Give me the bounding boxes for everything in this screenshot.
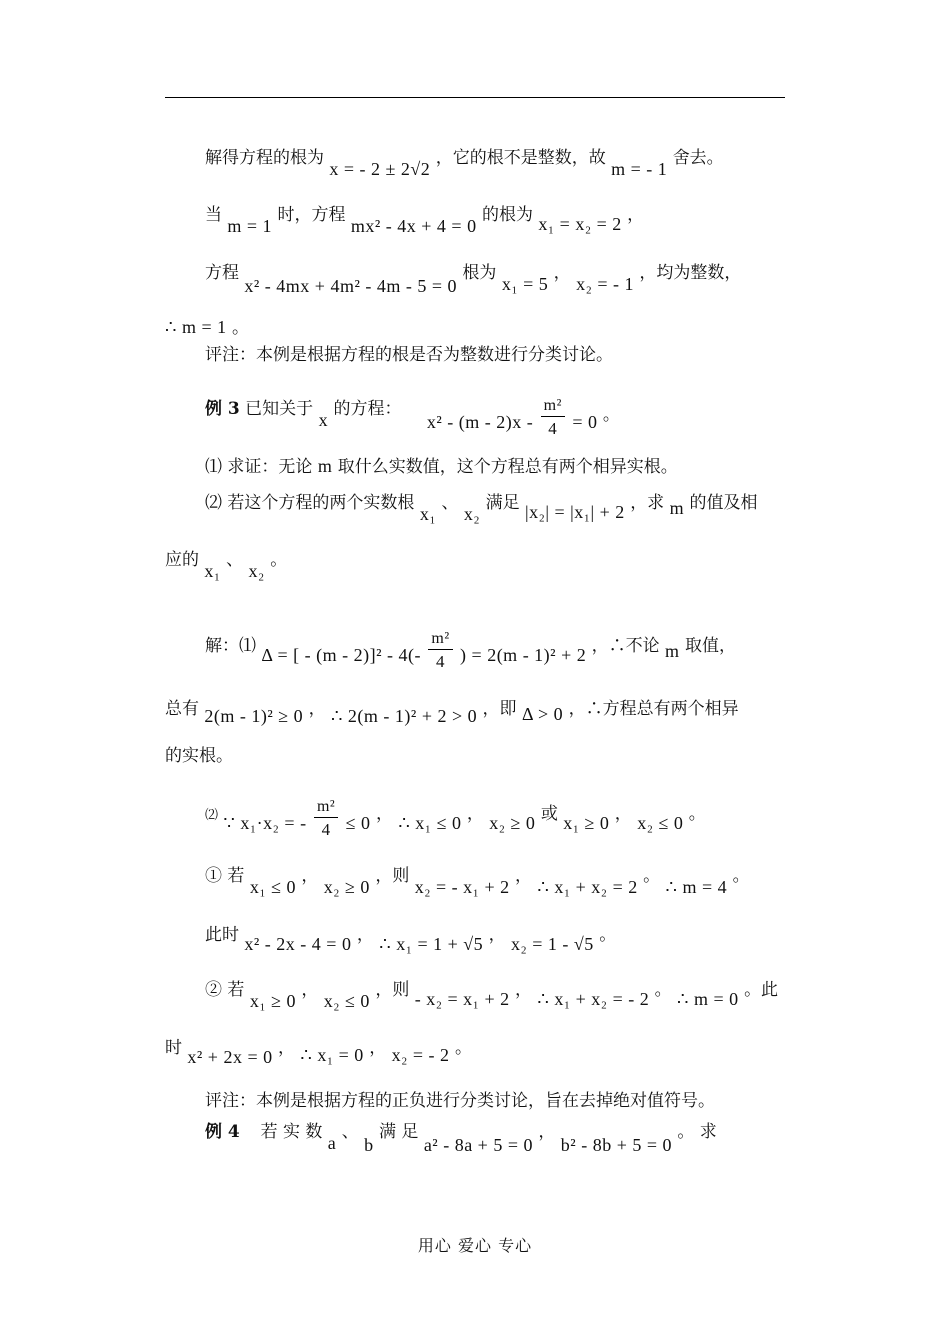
header-rule (165, 97, 785, 98)
variable: m (665, 641, 680, 661)
text: 。 (602, 405, 620, 425)
fraction (314, 799, 338, 838)
variable: a (327, 1133, 337, 1153)
equation: x₁ ≥ 0 (249, 991, 296, 1011)
equation: x² + 2x = 0 (187, 1047, 273, 1067)
variable: x₁ (419, 504, 437, 524)
equation: mx² - 4x + 4 = 0 (350, 216, 477, 236)
text: 。 (270, 550, 288, 570)
text: ，即 (482, 699, 517, 719)
variable: x (318, 410, 329, 430)
text: ， (488, 925, 506, 945)
text: 应的 (165, 550, 199, 570)
text: ， (301, 980, 319, 1000)
fraction (541, 398, 565, 437)
equation: x² - (m - 2)x - (426, 412, 534, 432)
fraction-denominator: 4 (321, 820, 331, 839)
equation: x₁ = 5 (501, 274, 549, 294)
question-1-line (205, 457, 678, 476)
equation: x₁ ≥ 0 (563, 813, 610, 833)
fraction-numerator: m² (314, 799, 338, 818)
text: ， (627, 205, 645, 225)
equation: x = - 2 ± 2√2 (329, 159, 431, 179)
text: ， (375, 804, 393, 824)
text: ， (553, 263, 571, 283)
text: ，∴不论 (591, 636, 660, 656)
equation: x₂ ≥ 0 (323, 877, 370, 897)
variable: b (364, 1135, 374, 1155)
equation: Δ = [ - (m - 2)]² - 4(- (261, 645, 421, 665)
text: 满 足 (379, 1122, 419, 1142)
equation: x₂ = - x₁ + 2 (414, 877, 510, 897)
case-1-result (205, 925, 617, 954)
variable: x₂ (463, 504, 481, 524)
text: ，均为整数， (639, 263, 742, 283)
text: ，∴方程总有两个相异 (568, 699, 739, 719)
text: ， (538, 1122, 556, 1142)
example-4-line (205, 1122, 717, 1155)
text: ，求 (630, 493, 665, 513)
text: 。 (688, 804, 706, 824)
example-3-line (205, 390, 620, 438)
text: 时 (165, 1038, 182, 1058)
question-2-continued (165, 550, 288, 581)
text: ， (301, 866, 319, 886)
solution-part-1-end (165, 748, 233, 765)
text: ⑴ 求证：无论 (205, 457, 313, 477)
equation: |x₂| = |x₁| + 2 (525, 502, 625, 522)
text: ， (466, 804, 484, 824)
text: 。 (643, 866, 661, 886)
equation: = 0 (572, 412, 598, 432)
equation: x₂ = - 1 (576, 274, 634, 294)
text: 的方程： (333, 399, 402, 419)
equation: ∴ m = 4 (665, 877, 728, 897)
text: 。 (599, 925, 617, 945)
text: 、 (441, 493, 459, 513)
solution-line-4 (165, 318, 249, 337)
equation: x₂ ≤ 0 (637, 813, 684, 833)
equation: x₂ = - 2 (391, 1045, 450, 1065)
case-2-line (205, 980, 779, 1011)
solution-part-2 (205, 795, 706, 839)
variable: x₂ (248, 561, 265, 581)
equation: ∴ x₁ = 0 (300, 1045, 364, 1065)
equation: ∵ x₁·x₂ = - (223, 813, 307, 833)
fraction-numerator: m² (541, 398, 565, 417)
equation: ∴ m = 0 (677, 989, 739, 1009)
text: 、 (341, 1122, 359, 1142)
text: 总有 (165, 699, 199, 719)
case-2-result (165, 1038, 472, 1067)
text: 。 (232, 318, 250, 338)
text: 的实根。 (165, 746, 233, 766)
text: ⑵ 若这个方程的两个实数根 (205, 493, 415, 513)
text: ， (614, 804, 632, 824)
text: 。 求 (677, 1122, 717, 1142)
text: ，则 (375, 980, 410, 1000)
text: 解：⑴ (205, 636, 256, 656)
equation: ∴ x₁ + x₂ = - 2 (537, 989, 650, 1009)
fraction-numerator: m² (428, 631, 452, 650)
text: 。 (654, 980, 672, 1000)
text: 此时 (205, 925, 239, 945)
text: 的值及相 (689, 493, 758, 513)
text: 评注：本例是根据方程的正负进行分类讨论，旨在去掉绝对值符号。 (205, 1091, 715, 1111)
page-footer: 用心 爱心 专心 (417, 1236, 533, 1255)
fraction (428, 631, 452, 670)
equation: m = - 1 (611, 159, 668, 179)
equation: b² - 8b + 5 = 0 (560, 1135, 672, 1155)
text: ， (278, 1038, 296, 1058)
text: 。此 (744, 980, 779, 1000)
equation: ∴ x₁ + x₂ = 2 (537, 877, 638, 897)
text: 取值， (684, 636, 736, 656)
equation: ∴ x₁ = 1 + √5 (379, 934, 484, 954)
text: 或 (540, 804, 558, 824)
equation: m = 1 (227, 216, 273, 236)
equation: - x₂ = x₁ + 2 (414, 989, 510, 1009)
text: 若 实 数 (260, 1122, 323, 1142)
equation: x² - 2x - 4 = 0 (244, 934, 352, 954)
text: 解得方程的根为 (205, 148, 324, 168)
text: ，则 (375, 866, 410, 886)
equation: a² - 8a + 5 = 0 (423, 1135, 533, 1155)
equation: x₂ ≤ 0 (323, 991, 370, 1011)
equation: ≤ 0 (345, 813, 371, 833)
text: ， (515, 866, 533, 886)
text: ， (308, 699, 326, 719)
solution-line-2 (205, 205, 645, 236)
text: 已知关于 (245, 399, 314, 419)
equation: x² - 4mx + 4m² - 4m - 5 = 0 (244, 276, 457, 296)
variable: m (669, 498, 685, 518)
text: 、 (226, 550, 244, 570)
text: 根为 (462, 263, 497, 283)
example-label: 例 3 (205, 399, 240, 419)
text: ① 若 (205, 866, 245, 886)
example-label: 例 4 (205, 1122, 240, 1142)
equation: x₂ ≥ 0 (489, 813, 536, 833)
equation: x₁ ≤ 0 (249, 877, 296, 897)
text: ，它的根不是整数，故 (435, 148, 606, 168)
equation: ∴ x₁ ≤ 0 (398, 813, 462, 833)
equation: ) = 2(m - 1)² + 2 (460, 645, 587, 665)
equation: Δ > 0 (521, 704, 564, 724)
fraction-denominator: 4 (548, 419, 558, 438)
equation: ∴ m = 1 (165, 317, 227, 337)
text: 当 (205, 205, 222, 225)
text: ， (515, 980, 533, 1000)
equation: ∴ 2(m - 1)² + 2 > 0 (330, 706, 478, 726)
variable: x₁ (204, 561, 221, 581)
solution-part-1 (205, 627, 736, 671)
text: 满足 (485, 493, 520, 513)
text: ⑵ (205, 808, 219, 823)
equation: x₂ = 1 - √5 (511, 934, 594, 954)
fraction-denominator: 4 (436, 652, 446, 671)
text: 取什么实数值，这个方程总有两个相异实根。 (337, 457, 678, 477)
case-1-line (205, 866, 750, 897)
text: 舍去。 (672, 148, 724, 168)
equation: 2(m - 1)² ≥ 0 (204, 706, 304, 726)
text: ， (369, 1038, 387, 1058)
text: 时，方程 (277, 205, 346, 225)
equation: x₁ = x₂ = 2 (538, 214, 622, 234)
text: 的根为 (481, 205, 533, 225)
comment-line-2 (205, 1093, 715, 1110)
text: 方程 (205, 263, 239, 283)
solution-line-1 (205, 148, 724, 179)
question-2-line (205, 493, 758, 524)
text: 评注：本例是根据方程的根是否为整数进行分类讨论。 (205, 345, 613, 365)
solution-part-1-cont (165, 699, 739, 726)
text: ， (356, 925, 374, 945)
variable: m (317, 456, 333, 476)
text: 。 (454, 1038, 472, 1058)
solution-line-3 (205, 263, 742, 296)
comment-line (205, 347, 613, 364)
text: 。 (732, 866, 750, 886)
text: ② 若 (205, 980, 245, 1000)
